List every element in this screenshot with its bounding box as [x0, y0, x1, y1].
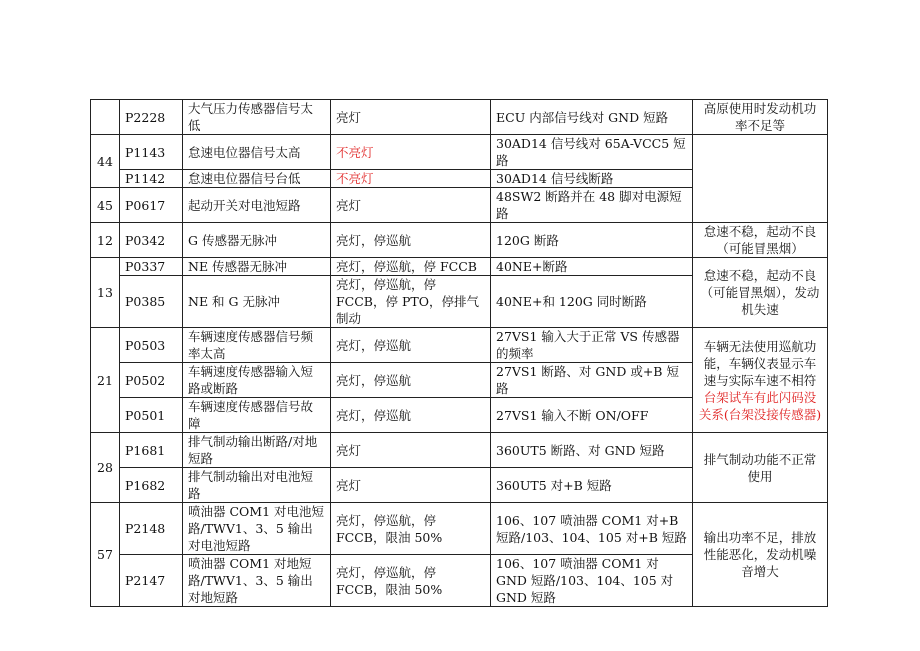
- symptom-cell: 车辆速度传感器信号故障: [183, 398, 331, 433]
- fault-code-cell: P0617: [120, 188, 183, 223]
- effect-cell: 怠速不稳，起动不良（可能冒黑烟）: [693, 223, 828, 258]
- fault-code-cell: P0502: [120, 363, 183, 398]
- table-row: [91, 328, 828, 363]
- lamp-cell: 亮灯，停巡航，停 FCCB: [331, 258, 491, 276]
- group-number-cell: [91, 100, 120, 135]
- fault-code-cell: P0501: [120, 398, 183, 433]
- cause-cell: 40NE+和 120G 同时断路: [491, 276, 693, 328]
- cause-cell: 106、107 喷油器 COM1 对 GND 短路/103、104、105 对 GND 短路: [491, 555, 693, 607]
- cause-cell: 27VS1 输入大于正常 VS 传感器的频率: [491, 328, 693, 363]
- effect-text: 车辆无法使用巡航功能，车辆仪表显示车速与实际车速不相符: [703, 338, 817, 388]
- fault-code-cell: P1682: [120, 468, 183, 503]
- table-row: [91, 258, 828, 276]
- effect-cell: [693, 328, 828, 433]
- fault-code-cell: P1143: [120, 135, 183, 170]
- symptom-cell: 车辆速度传感器信号频率太高: [183, 328, 331, 363]
- lamp-cell: 亮灯，停巡航: [331, 363, 491, 398]
- effect-cell: 高原使用时发动机功率不足等: [693, 100, 828, 135]
- symptom-cell: 怠速电位器信号台低: [183, 170, 331, 188]
- symptom-cell: 喷油器 COM1 对电池短路/TWV1、3、5 输出对电池短路: [183, 503, 331, 555]
- symptom-cell: 怠速电位器信号太高: [183, 135, 331, 170]
- lamp-cell: 不亮灯: [331, 135, 491, 170]
- table-row: [91, 223, 828, 258]
- cause-cell: 48SW2 断路并在 48 脚对电源短路: [491, 188, 693, 223]
- cause-cell: 120G 断路: [491, 223, 693, 258]
- effect-note: 台架试车有此闪码没关系(台架没接传感器): [698, 389, 822, 422]
- lamp-cell: 亮灯，停巡航: [331, 328, 491, 363]
- group-number-cell: 28: [91, 433, 120, 503]
- fault-code-cell: P2147: [120, 555, 183, 607]
- symptom-cell: 大气压力传感器信号太低: [183, 100, 331, 135]
- table-row: [91, 135, 828, 170]
- group-number-cell: 45: [91, 188, 120, 223]
- fault-code-table: [90, 99, 828, 607]
- table-row: [91, 433, 828, 468]
- lamp-cell: 亮灯: [331, 433, 491, 468]
- cause-cell: 360UT5 断路、对 GND 短路: [491, 433, 693, 468]
- cause-cell: 30AD14 信号线对 65A-VCC5 短路: [491, 135, 693, 170]
- fault-code-cell: P1142: [120, 170, 183, 188]
- symptom-cell: 排气制动输出对电池短路: [183, 468, 331, 503]
- symptom-cell: 起动开关对电池短路: [183, 188, 331, 223]
- cause-cell: ECU 内部信号线对 GND 短路: [491, 100, 693, 135]
- group-number-cell: 13: [91, 258, 120, 328]
- effect-cell: 排气制动功能不正常使用: [693, 433, 828, 503]
- group-number-cell: 21: [91, 328, 120, 433]
- lamp-cell: 亮灯，停巡航，停 FCCB，停 PTO，停排气制动: [331, 276, 491, 328]
- fault-code-cell: P2228: [120, 100, 183, 135]
- cause-cell: 27VS1 输入不断 ON/OFF: [491, 398, 693, 433]
- lamp-cell: 亮灯: [331, 188, 491, 223]
- cause-cell: 106、107 喷油器 COM1 对+B 短路/103、104、105 对+B 短路: [491, 503, 693, 555]
- lamp-cell: 亮灯，停巡航，停 FCCB，限油 50%: [331, 503, 491, 555]
- fault-code-cell: P0337: [120, 258, 183, 276]
- table-row: [91, 100, 828, 135]
- symptom-cell: 喷油器 COM1 对地短路/TWV1、3、5 输出对地短路: [183, 555, 331, 607]
- fault-code-cell: P0503: [120, 328, 183, 363]
- lamp-cell: 不亮灯: [331, 170, 491, 188]
- effect-cell: 输出功率不足，排放性能恶化，发动机噪音增大: [693, 503, 828, 607]
- symptom-cell: NE 传感器无脉冲: [183, 258, 331, 276]
- cause-cell: 27VS1 断路、对 GND 或+B 短路: [491, 363, 693, 398]
- symptom-cell: 排气制动输出断路/对地短路: [183, 433, 331, 468]
- symptom-cell: G 传感器无脉冲: [183, 223, 331, 258]
- group-number-cell: 12: [91, 223, 120, 258]
- cause-cell: 30AD14 信号线断路: [491, 170, 693, 188]
- lamp-cell: 亮灯，停巡航，停 FCCB，限油 50%: [331, 555, 491, 607]
- fault-code-cell: P2148: [120, 503, 183, 555]
- lamp-cell: 亮灯，停巡航: [331, 223, 491, 258]
- fault-code-cell: P0342: [120, 223, 183, 258]
- fault-code-cell: P0385: [120, 276, 183, 328]
- symptom-cell: NE 和 G 无脉冲: [183, 276, 331, 328]
- fault-code-cell: P1681: [120, 433, 183, 468]
- group-number-cell: 57: [91, 503, 120, 607]
- lamp-cell: 亮灯: [331, 468, 491, 503]
- symptom-cell: 车辆速度传感器输入短路或断路: [183, 363, 331, 398]
- effect-cell: 怠速不稳，起动不良（可能冒黑烟），发动机失速: [693, 258, 828, 328]
- effect-cell: [693, 135, 828, 223]
- table-row: [91, 503, 828, 555]
- lamp-cell: 亮灯: [331, 100, 491, 135]
- group-number-cell: 44: [91, 135, 120, 188]
- cause-cell: 360UT5 对+B 短路: [491, 468, 693, 503]
- lamp-cell: 亮灯，停巡航: [331, 398, 491, 433]
- cause-cell: 40NE+断路: [491, 258, 693, 276]
